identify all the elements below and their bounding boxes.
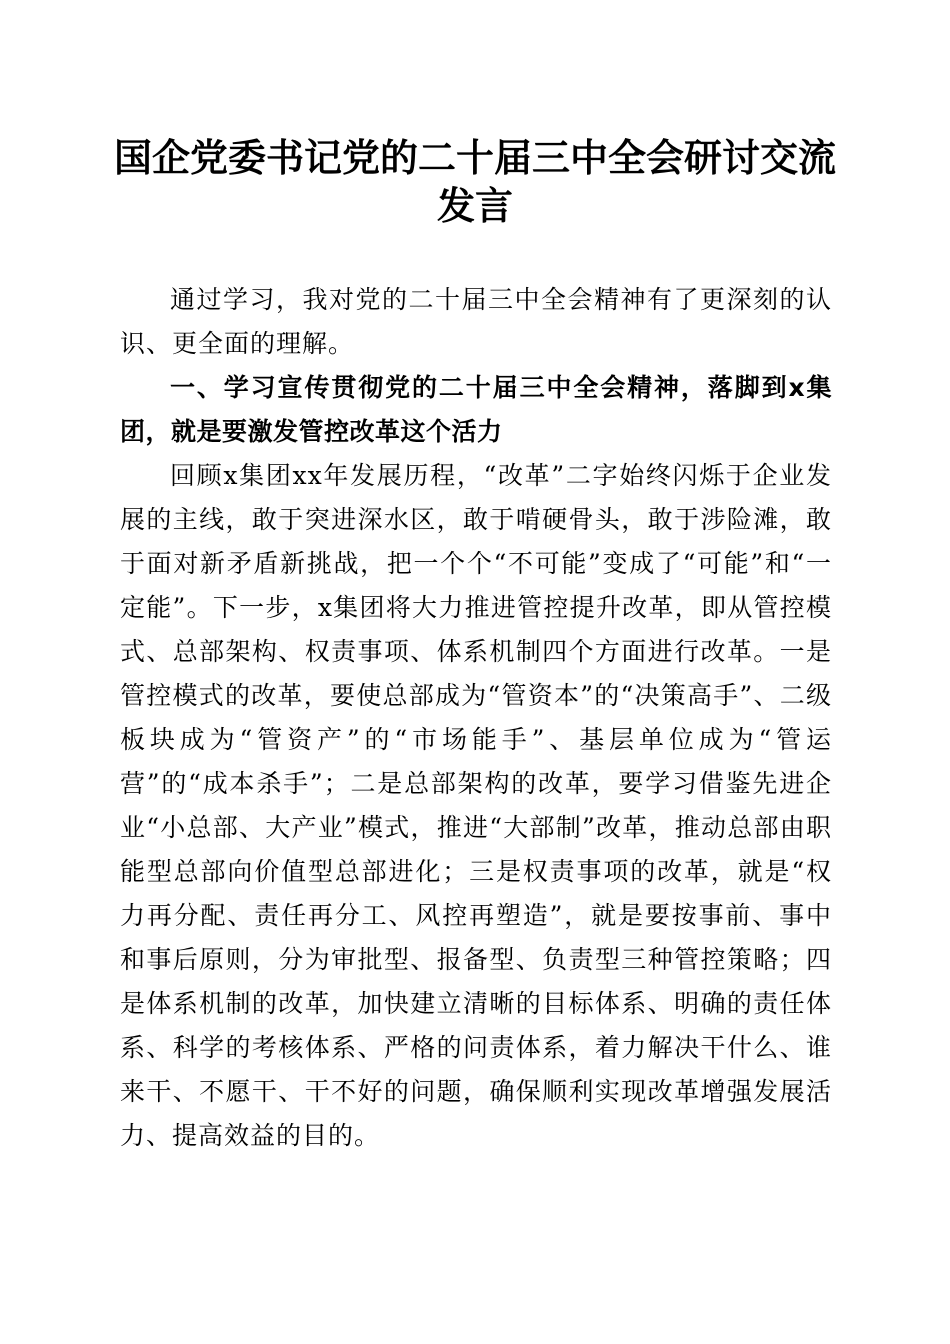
intro-paragraph: 通过学习，我对党的二十届三中全会精神有了更深刻的认识、更全面的理解。 xyxy=(120,285,832,358)
document-body xyxy=(120,278,832,1158)
body-paragraph-1: 回顾x集团xx年发展历程，“改革”二字始终闪烁于企业发展的主线，敢于突进深水区，敢于啃硬骨头，敢于涉险滩，敢于面对新矛盾新挑战，把一个个“不可能”变成了“可能”和“一定能”。下一步，x集团将大力推进管控提升改革，即从管控模式、总部架构、权责事项、体系机制四个方面进行改革。一是管控模式的改革，要使总部成为“管资本”的“决策高手”、二级板块成为“管资产”的“市场能手”、基层单位成为“管运营”的“成本杀手”；二是总部架构的改革，要学习借鉴先进企业“小总部、大产业”模式，推进“大部制”改革，推动总部由职能型总部向价值型总部进化；三是权责事项的改革，就是“权力再分配、责任再分工、风控再塑造”，就是要按事前、事中和事后原则，分为审批型、报备型、负责型三种管控策略；四是体系机制的改革，加快建立清晰的目标体系、明确的责任体系、科学的考核体系、严格的问责体系，着力解决干什么、谁来干、不愿干、干不好的问题，确保顺利实现改革增强发展活力、提高效益的目的。 xyxy=(120,461,832,1150)
document-title: 国企党委书记党的二十届三中全会研讨交流发言 xyxy=(113,135,836,228)
section-heading-1: 一、学习宣传贯彻党的二十届三中全会精神，落脚到x集团，就是要激发管控改革这个活力 xyxy=(120,373,832,446)
